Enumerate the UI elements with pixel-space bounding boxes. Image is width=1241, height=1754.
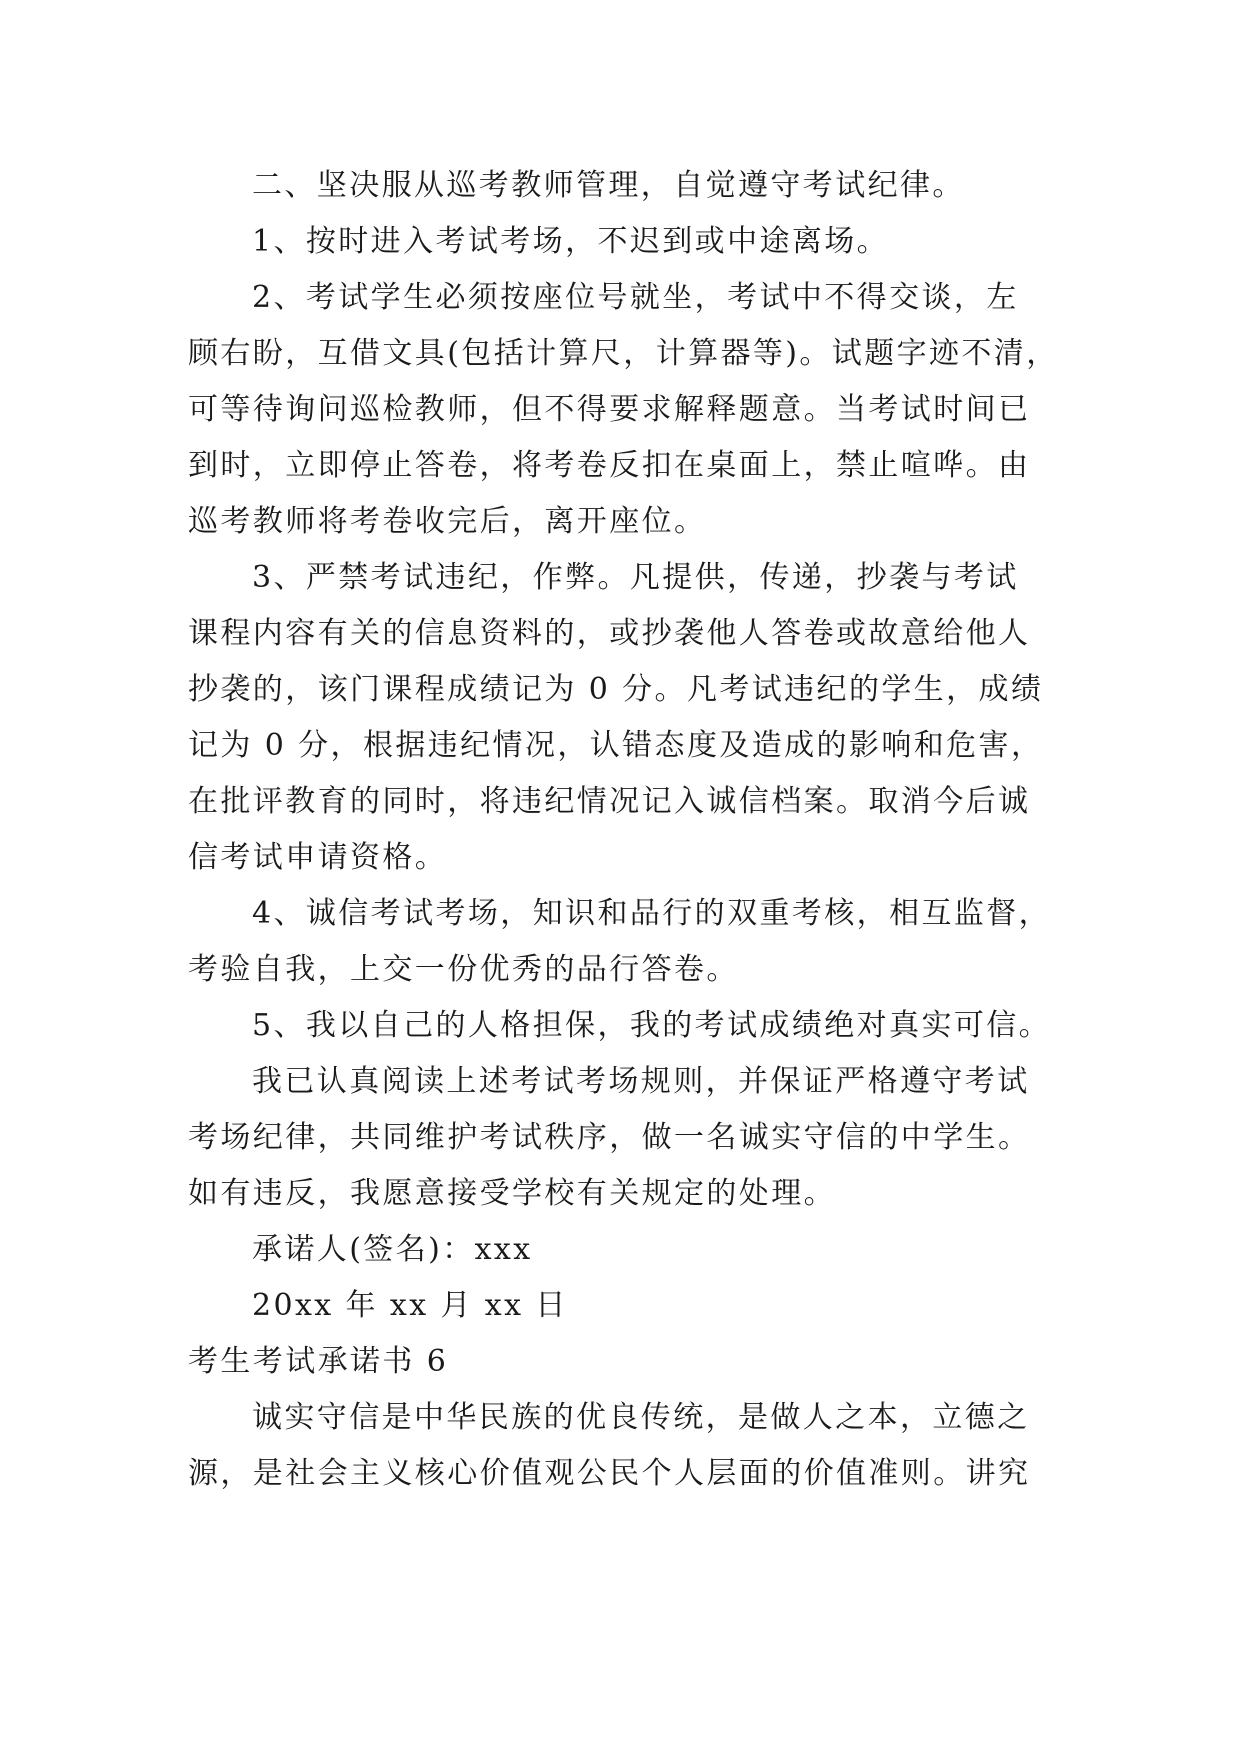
intro-paragraph-line-1: 诚实守信是中华民族的优良传统，是做人之本，立德之 bbox=[252, 1400, 1030, 1435]
rule-item-2-line-4: 到时，立即停止答卷，将考卷反扣在桌面上，禁止喧哗。由 bbox=[188, 448, 1031, 483]
rule-item-2-line-2: 顾右盼，互借文具(包括计算尺，计算器等)。试题字迹不清， bbox=[188, 336, 1059, 371]
rule-item-3-line-3: 抄袭的，该门课程成绩记为 0 分。凡考试违纪的学生，成绩 bbox=[188, 672, 1044, 707]
rule-item-4-line-1: 4、诚信考试考场，知识和品行的双重考核，相互监督， bbox=[252, 896, 1052, 931]
date-line: 20xx 年 xx 月 xx 日 bbox=[252, 1288, 568, 1323]
rule-item-2-line-1: 2、考试学生必须按座位号就坐，考试中不得交谈，左 bbox=[252, 280, 1019, 315]
rule-item-3-line-5: 在批评教育的同时，将违纪情况记入诚信档案。取消今后诚 bbox=[188, 784, 1031, 819]
pledge-paragraph-line-3: 如有违反，我愿意接受学校有关规定的处理。 bbox=[188, 1176, 836, 1211]
rule-item-4-line-2: 考验自我，上交一份优秀的品行答卷。 bbox=[188, 952, 739, 987]
rule-item-1: 1、按时进入考试考场，不迟到或中途离场。 bbox=[252, 224, 890, 259]
intro-paragraph-line-2: 源，是社会主义核心价值观公民个人层面的价值准则。讲究 bbox=[188, 1456, 1031, 1491]
rule-item-2-line-5: 巡考教师将考卷收完后，离开座位。 bbox=[188, 504, 707, 539]
rule-item-3-line-4: 记为 0 分，根据违纪情况，认错态度及造成的影响和危害， bbox=[188, 728, 1044, 763]
paragraph-heading-section-2: 二、坚决服从巡考教师管理，自觉遵守考试纪律。 bbox=[252, 168, 965, 203]
rule-item-5: 5、我以自己的人格担保，我的考试成绩绝对真实可信。 bbox=[252, 1008, 1052, 1043]
rule-item-3-line-2: 课程内容有关的信息资料的，或抄袭他人答卷或故意给他人 bbox=[188, 616, 1031, 651]
pledge-paragraph-line-2: 考场纪律，共同维护考试秩序，做一名诚实守信的中学生。 bbox=[188, 1120, 1031, 1155]
signature-line: 承诺人(签名)：xxx bbox=[252, 1232, 533, 1267]
section-title: 考生考试承诺书 6 bbox=[188, 1344, 449, 1379]
rule-item-3-line-6: 信考试申请资格。 bbox=[188, 840, 448, 875]
pledge-paragraph-line-1: 我已认真阅读上述考试考场规则，并保证严格遵守考试 bbox=[252, 1064, 1030, 1099]
rule-item-2-line-3: 可等待询问巡检教师，但不得要求解释题意。当考试时间已 bbox=[188, 392, 1031, 427]
rule-item-3-line-1: 3、严禁考试违纪，作弊。凡提供，传递，抄袭与考试 bbox=[252, 560, 1019, 595]
